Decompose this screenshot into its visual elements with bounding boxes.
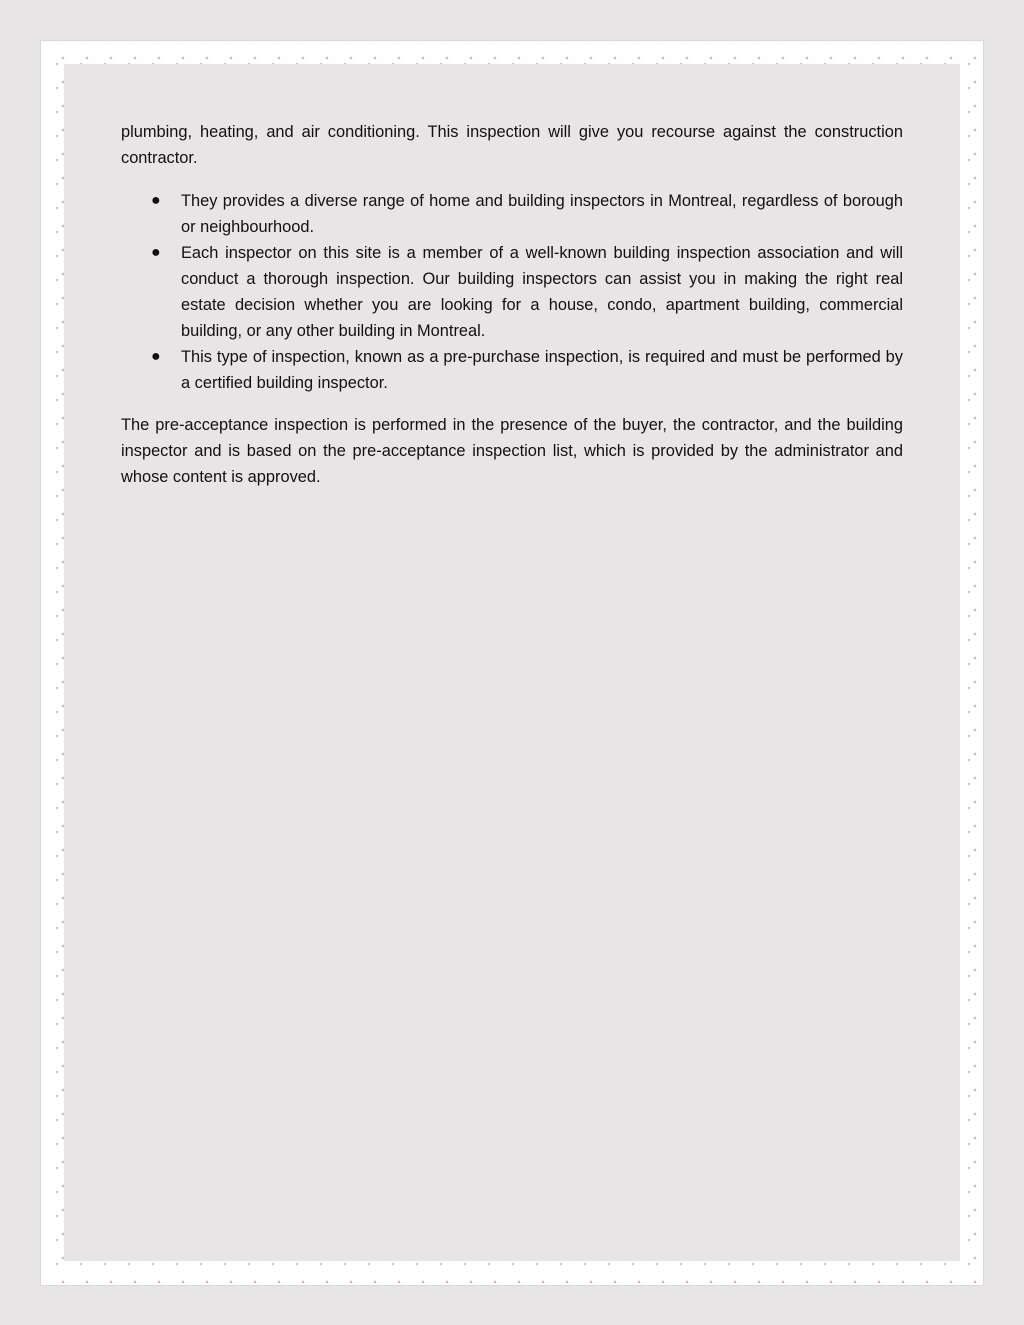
bullet-icon: ● (151, 192, 161, 209)
page-content-area (64, 64, 960, 1261)
closing-paragraph: The pre-acceptance inspection is performed in the presence of the buyer, the contractor, and the building inspector and is based on the pre-acceptance inspection list, which is provided by the administrator and whose content is approved. (121, 416, 903, 486)
bullet-icon: ● (151, 244, 161, 261)
bullet-icon: ● (151, 348, 161, 365)
bullet-list (121, 188, 903, 396)
list-item-text: They provides a diverse range of home and building inspectors in Montreal, regardless of borough or neighbourhood. (181, 192, 903, 236)
document-body (121, 119, 903, 490)
list-item-text: Each inspector on this site is a member of a well-known building inspection association and will conduct a thorough inspection. Our building inspectors can assist you in making the right real estate decision whether you are looking for a house, condo, apartment building, commercial building, or any other building in Montreal. (181, 244, 903, 340)
list-item (121, 188, 903, 240)
list-item (121, 240, 903, 344)
list-item (121, 344, 903, 396)
intro-paragraph: plumbing, heating, and air conditioning. This inspection will give you recourse against the construction contractor. (121, 123, 903, 167)
list-item-text: This type of inspection, known as a pre-purchase inspection, is required and must be performed by a certified building inspector. (181, 348, 903, 392)
